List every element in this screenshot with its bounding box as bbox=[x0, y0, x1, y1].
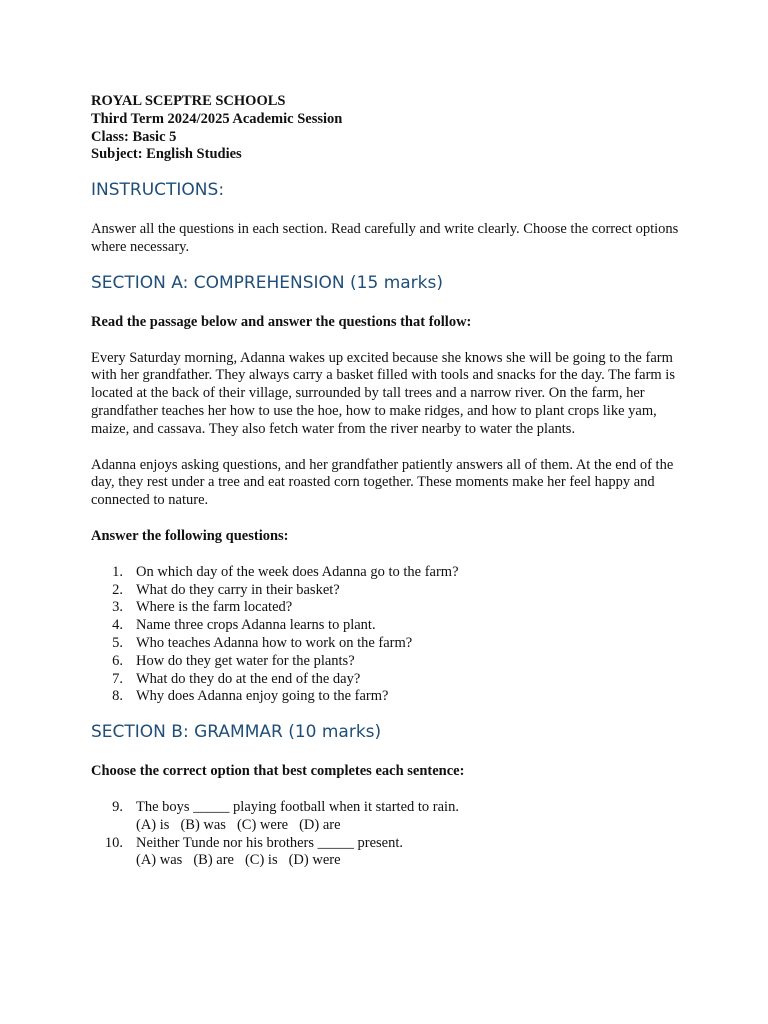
subject-line: Subject: English Studies bbox=[91, 146, 242, 163]
list-item bbox=[91, 653, 691, 671]
school-name: ROYAL SCEPTRE SCHOOLS bbox=[91, 93, 286, 109]
question-number: 1. bbox=[112, 563, 123, 580]
passage-paragraph-2: Adanna enjoys asking questions, and her grandfather patiently answers all of them. At the end of the day, they rest under a tree and eat roasted corn together. These moments make her feel happy and connected to nature. bbox=[91, 456, 674, 509]
passage-paragraph-1: Every Saturday morning, Adanna wakes up excited because she knows she will be going to the farm with her grandfather. They always carry a basket filled with tools and snacks for the day. The farm is located at the back of their village, surrounded by tall trees and a narrow river. On the farm, her grandfather teaches her how to use the hoe, how to make ridges, and how to plant crops like yam, maize, and cassava. They also fetch water from the river nearby to water the plants. bbox=[91, 349, 675, 437]
list-item bbox=[91, 688, 691, 706]
question-number: 5. bbox=[112, 634, 123, 651]
list-item bbox=[91, 799, 691, 835]
list-item bbox=[91, 599, 691, 617]
question-text: On which day of the week does Adanna go to the farm? bbox=[136, 563, 459, 580]
question-number: 10. bbox=[104, 834, 123, 851]
question-text: The boys _____ playing football when it started to rain. bbox=[136, 798, 459, 815]
option-a: (A) is bbox=[136, 816, 170, 833]
question-text: Neither Tunde nor his brothers _____ present. bbox=[136, 834, 404, 851]
class-line: Class: Basic 5 bbox=[91, 128, 177, 145]
list-item bbox=[91, 835, 691, 871]
comprehension-question-list bbox=[91, 564, 691, 706]
instructions-heading: INSTRUCTIONS: bbox=[91, 180, 225, 201]
question-text: Where is the farm located? bbox=[136, 599, 293, 616]
section-a-lead: Read the passage below and answer the questions that follow: bbox=[91, 313, 472, 330]
option-d: (D) were bbox=[288, 852, 341, 869]
option-b: (B) are bbox=[193, 852, 234, 869]
list-item bbox=[91, 582, 691, 600]
option-d: (D) are bbox=[299, 816, 341, 833]
question-text: How do they get water for the plants? bbox=[136, 652, 355, 669]
question-text: What do they do at the end of the day? bbox=[136, 670, 361, 687]
question-number: 7. bbox=[112, 670, 123, 687]
question-number: 4. bbox=[112, 617, 123, 634]
option-a: (A) was bbox=[136, 852, 183, 869]
question-text: What do they carry in their basket? bbox=[136, 581, 340, 598]
question-number: 6. bbox=[112, 652, 123, 669]
list-item bbox=[91, 635, 691, 653]
question-text: Why does Adanna enjoy going to the farm? bbox=[136, 688, 389, 705]
answer-options bbox=[136, 817, 691, 835]
section-b-lead: Choose the correct option that best completes each sentence: bbox=[91, 763, 465, 780]
section-b-heading: SECTION B: GRAMMAR (10 marks) bbox=[91, 722, 382, 743]
document-page bbox=[91, 93, 691, 870]
option-c: (C) were bbox=[236, 816, 289, 833]
question-text: Name three crops Adanna learns to plant. bbox=[136, 617, 376, 634]
section-a-heading: SECTION A: COMPREHENSION (15 marks) bbox=[91, 272, 444, 293]
list-item bbox=[91, 671, 691, 689]
question-number: 2. bbox=[112, 581, 123, 598]
questions-lead: Answer the following questions: bbox=[91, 527, 289, 544]
question-number: 9. bbox=[112, 798, 123, 815]
option-b: (B) was bbox=[180, 816, 226, 833]
question-number: 8. bbox=[112, 688, 123, 705]
list-item bbox=[91, 564, 691, 582]
option-c: (C) is bbox=[244, 852, 278, 869]
question-number: 3. bbox=[112, 599, 123, 616]
grammar-question-list bbox=[91, 799, 691, 870]
instructions-text: Answer all the questions in each section. Read carefully and write clearly. Choose the correct options where necessary. bbox=[91, 221, 679, 255]
list-item bbox=[91, 617, 691, 635]
answer-options bbox=[136, 852, 691, 870]
term-line: Third Term 2024/2025 Academic Session bbox=[91, 110, 343, 127]
question-text: Who teaches Adanna how to work on the farm? bbox=[136, 634, 413, 651]
